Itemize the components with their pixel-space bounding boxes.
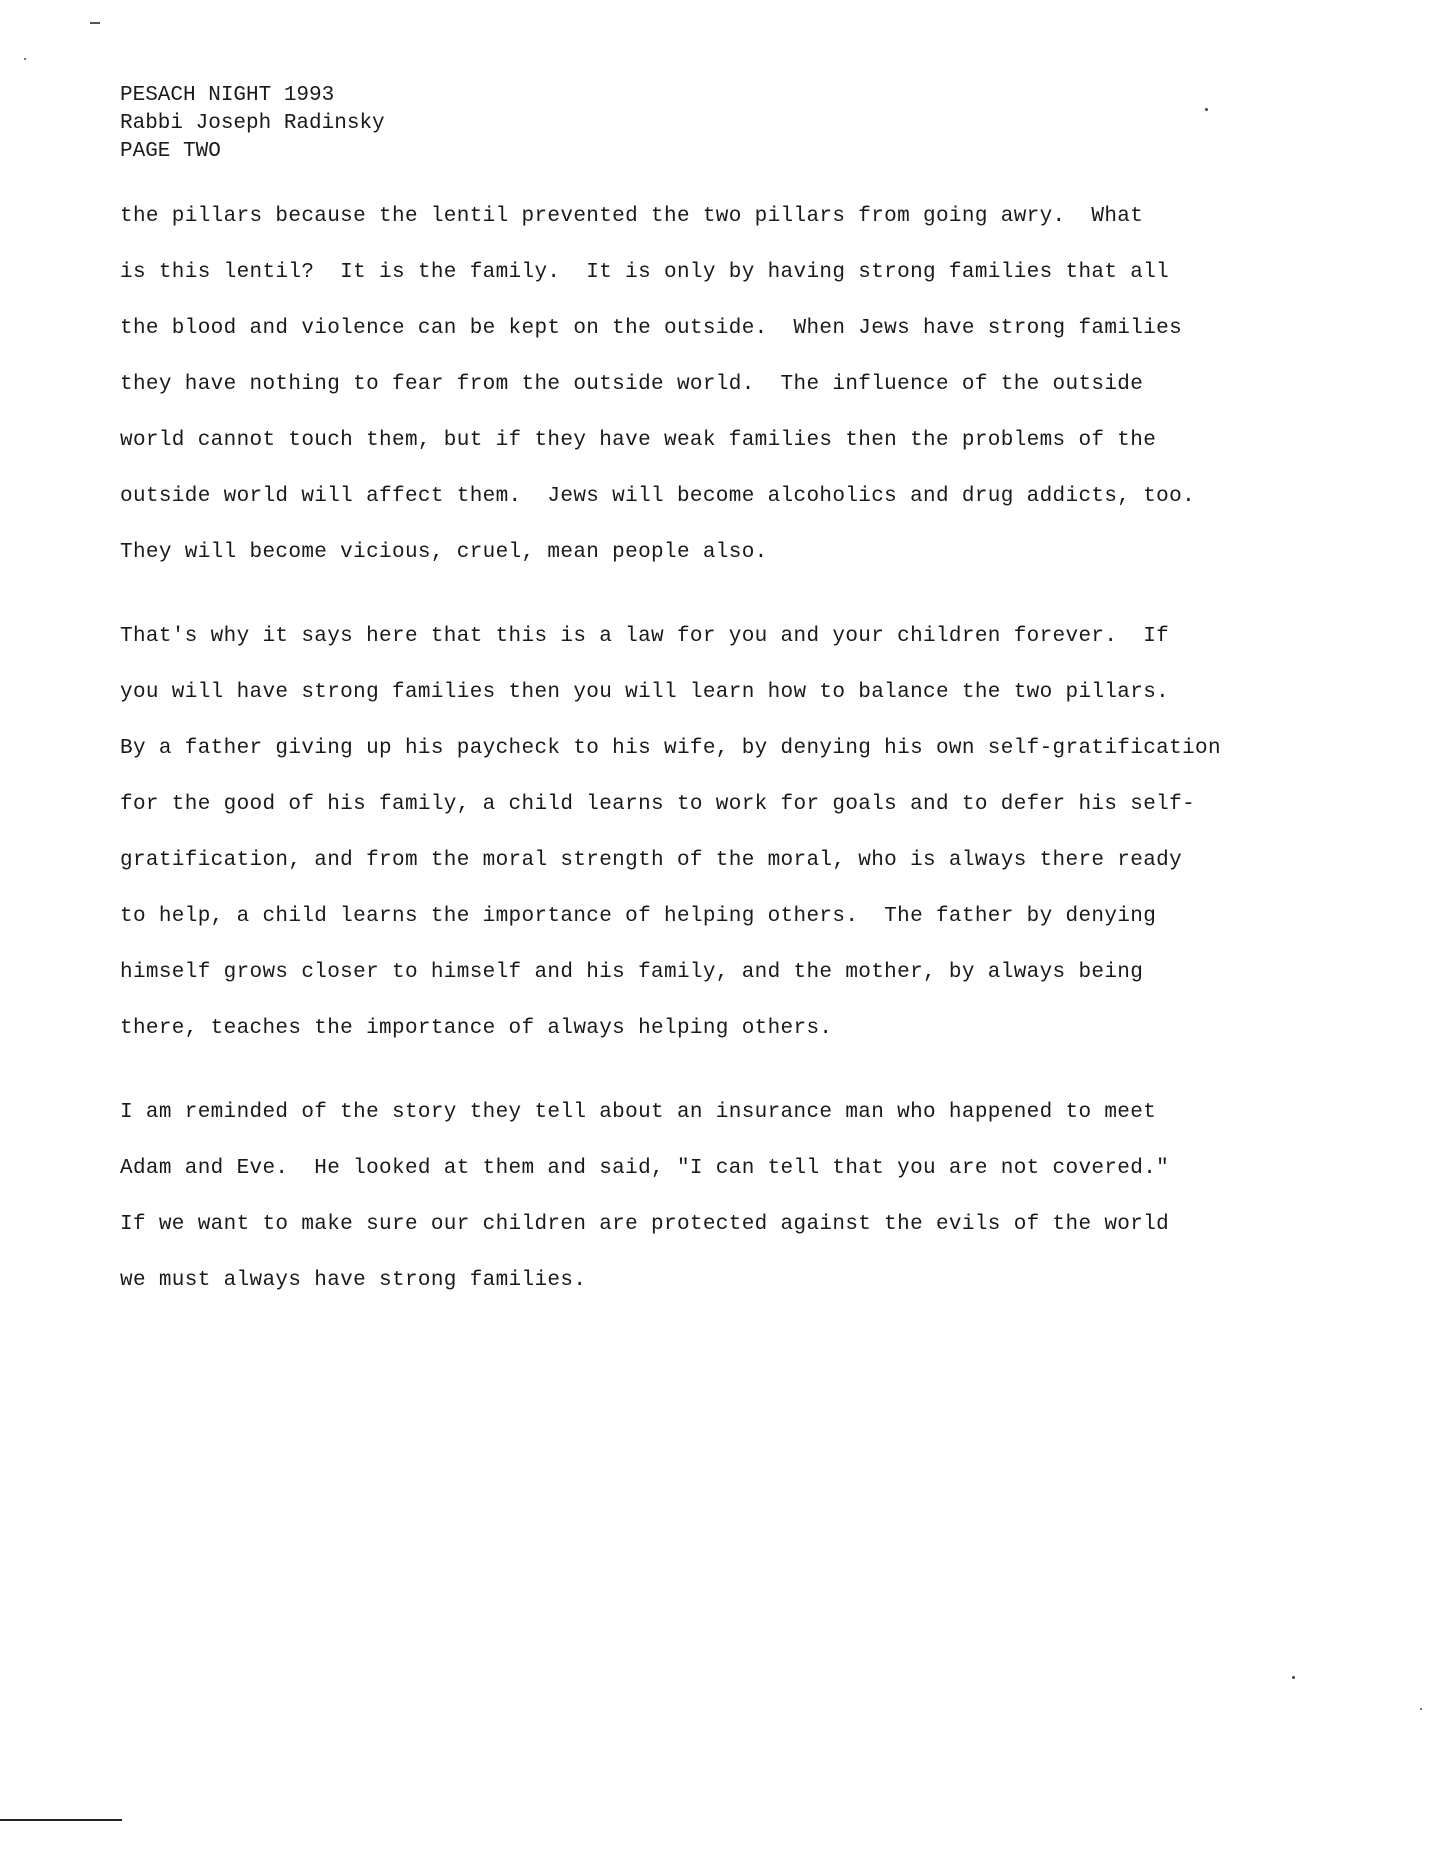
- text-line: That's why it says here that this is a law for you and your children forever. If: [120, 625, 1170, 648]
- scan-mark: [90, 22, 100, 24]
- document-body: [120, 189, 1250, 1337]
- text-line: is this lentil? It is the family. It is only by having strong families that all: [120, 261, 1170, 284]
- text-line: you will have strong families then you will learn how to balance the two pillars.: [120, 681, 1170, 704]
- text-line: They will become vicious, cruel, mean people also.: [120, 541, 768, 564]
- scan-speck: [1292, 1676, 1295, 1679]
- text-line: If we want to make sure our children are protected against the evils of the world: [120, 1213, 1170, 1236]
- text-line: outside world will affect them. Jews will become alcoholics and drug addicts, too.: [120, 485, 1196, 508]
- text-line: By a father giving up his paycheck to his wife, by denying his own self-gratification: [120, 737, 1221, 760]
- text-line: gratification, and from the moral strength of the moral, who is always there ready: [120, 849, 1183, 872]
- text-line: Adam and Eve. He looked at them and said, "I can tell that you are not covered.": [120, 1157, 1170, 1180]
- text-line: the pillars because the lentil prevented the two pillars from going awry. What: [120, 205, 1144, 228]
- text-line: world cannot touch them, but if they have weak families then the problems of the: [120, 429, 1157, 452]
- text-line: the blood and violence can be kept on the outside. When Jews have strong families: [120, 317, 1183, 340]
- text-line: we must always have strong families.: [120, 1269, 587, 1292]
- text-line: I am reminded of the story they tell about an insurance man who happened to meet: [120, 1101, 1157, 1124]
- scan-speck: [1205, 108, 1208, 111]
- header-author: Rabbi Joseph Radinsky: [120, 112, 385, 135]
- text-line: they have nothing to fear from the outside world. The influence of the outside: [120, 373, 1144, 396]
- header-title: PESACH NIGHT 1993: [120, 84, 335, 107]
- text-line: there, teaches the importance of always helping others.: [120, 1017, 833, 1040]
- header-page-label: PAGE TWO: [120, 140, 221, 163]
- scan-speck: [24, 58, 26, 60]
- text-line: to help, a child learns the importance of helping others. The father by denying: [120, 905, 1157, 928]
- text-line: for the good of his family, a child learns to work for goals and to defer his self-: [120, 793, 1196, 816]
- footer-rule: [0, 1819, 122, 1821]
- document-header: [120, 82, 385, 166]
- paragraph-2: [120, 609, 1250, 1057]
- paragraph-1: [120, 189, 1250, 581]
- paragraph-3: [120, 1085, 1250, 1309]
- scan-speck: [1420, 1708, 1422, 1710]
- text-line: himself grows closer to himself and his family, and the mother, by always being: [120, 961, 1144, 984]
